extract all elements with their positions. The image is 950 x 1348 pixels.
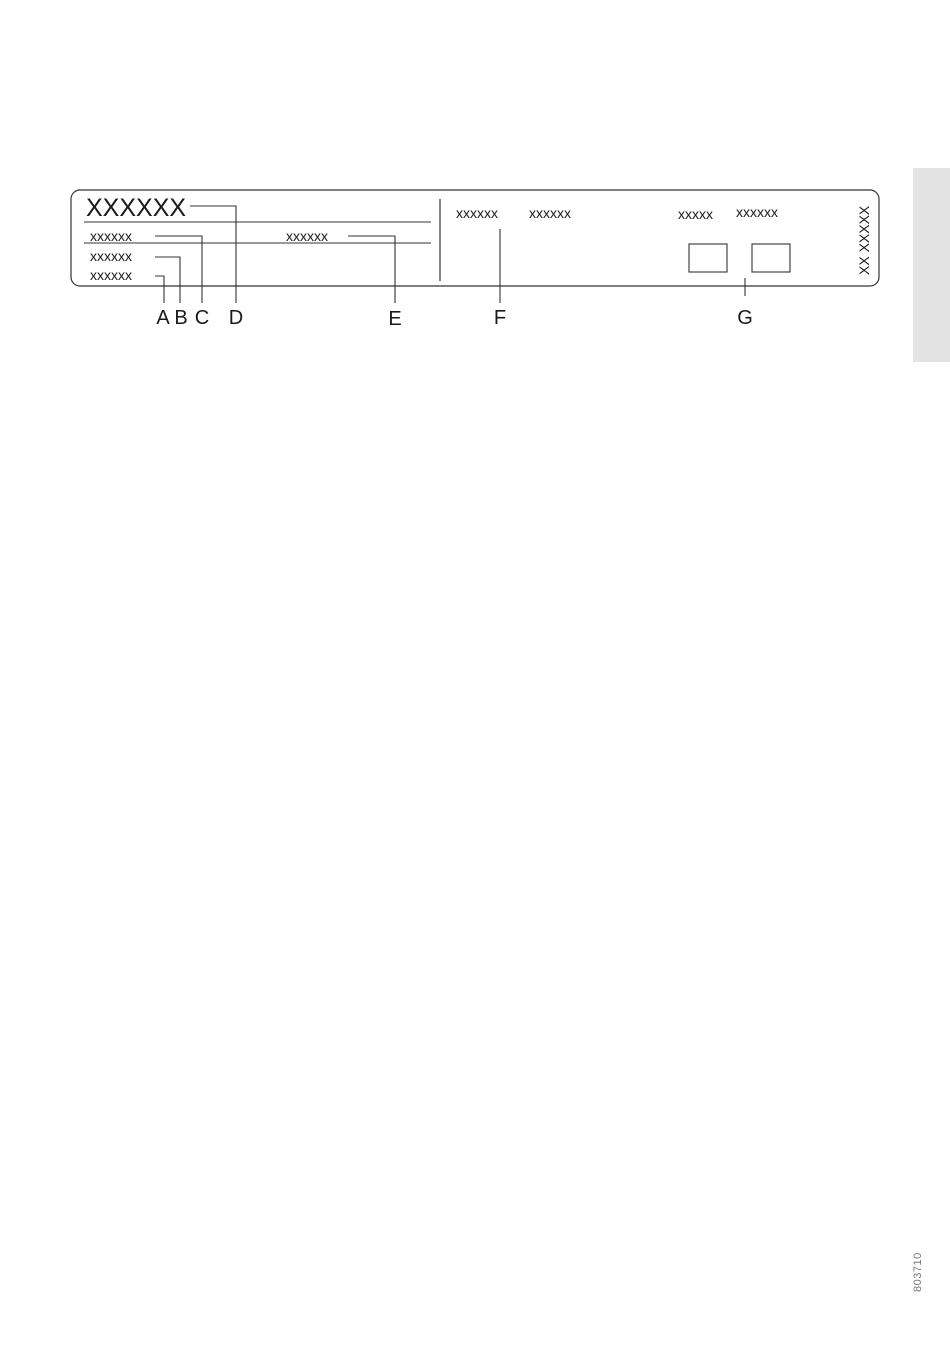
leader-b [155,257,180,303]
plate-field-f1: xxxxxx [456,205,498,221]
symbol-box-1 [689,244,727,272]
plate-field-f2: xxxxxx [529,205,571,221]
leader-a [155,276,164,303]
plate-row-a: xxxxxx [90,267,132,283]
plate-vertical-text: XX XXXXX [856,205,872,275]
leader-d [190,206,236,303]
symbol-box-2 [752,244,790,272]
callout-f: F [493,307,507,329]
callout-g: G [737,307,753,329]
leader-e [348,236,395,303]
callout-a: A [156,307,170,329]
plate-field-e: xxxxxx [286,228,328,244]
plate-field-g2: xxxxxx [736,204,778,220]
callout-e: E [388,308,402,330]
plate-row-b: xxxxxx [90,248,132,264]
plate-row-c: xxxxxx [90,228,132,244]
plate-title: XXXXXX [86,194,187,222]
nameplate-diagram [0,0,950,340]
callout-d: D [228,307,244,329]
plate-field-g1: xxxxx [678,206,713,222]
leader-c [155,236,202,303]
document-code: 803710 [912,1252,924,1292]
leader-lines [155,206,745,303]
callout-b: B [174,307,188,329]
callout-c: C [194,307,210,329]
